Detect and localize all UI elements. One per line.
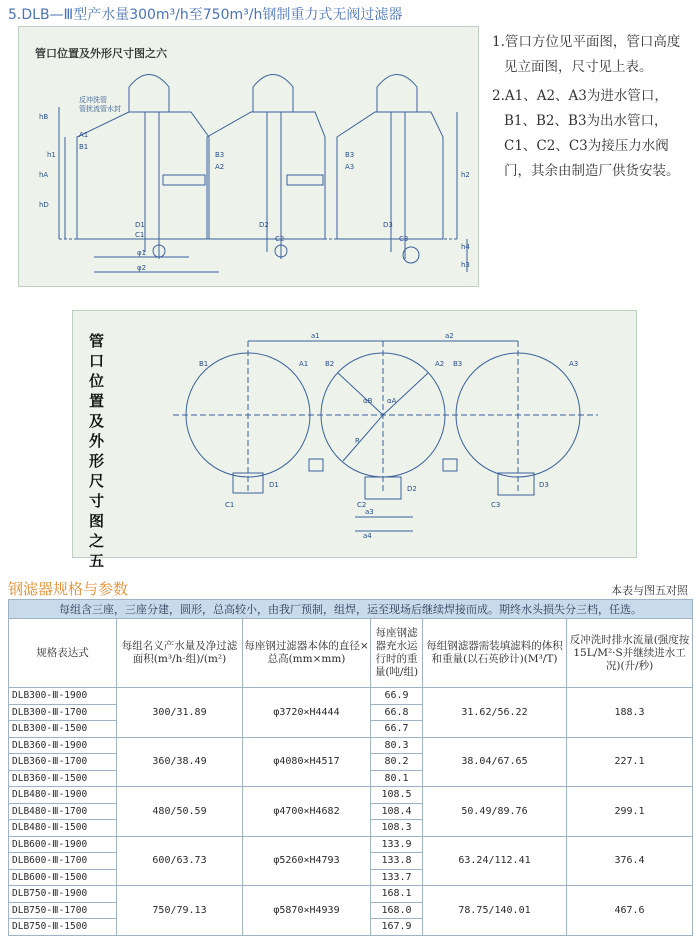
pipe-label: 反冲洗管 bbox=[79, 96, 107, 104]
plan-label: B2 bbox=[325, 360, 335, 368]
dim-label: h2 bbox=[461, 171, 470, 179]
table-caption: 每组含三座，三座分建，圆形，总高较小，由我厂预制，组焊，运至现场后继续焊接而成。期终水头损失分三档，任选。 bbox=[9, 600, 693, 619]
model-cell: DLB480-Ⅲ-1500 bbox=[9, 820, 117, 837]
size-cell: φ4080×H4517 bbox=[243, 737, 371, 787]
size-cell: φ4700×H4682 bbox=[243, 787, 371, 837]
column-header: 规格表达式 bbox=[9, 619, 117, 688]
weight-cell: 80.1 bbox=[371, 770, 423, 787]
model-cell: DLB480-Ⅲ-1700 bbox=[9, 803, 117, 820]
plan-label: αA bbox=[387, 397, 397, 405]
pipe-label: B3 bbox=[215, 151, 225, 159]
column-header: 每座钢过滤器本体的直径×总高(mm×mm) bbox=[243, 619, 371, 688]
plan-label: C1 bbox=[225, 501, 235, 509]
plan-drawing-panel bbox=[72, 310, 637, 570]
plan-label: A3 bbox=[569, 360, 579, 368]
pipe-label: D3 bbox=[383, 221, 393, 229]
spec-table bbox=[8, 599, 693, 936]
pipe-label: A1 bbox=[79, 131, 89, 139]
weight-cell: 133.7 bbox=[371, 869, 423, 886]
capacity-cell: 600/63.73 bbox=[117, 836, 243, 886]
figure-six-title: 管口位置及外形尺寸图之六 bbox=[35, 47, 167, 60]
plan-label: R bbox=[355, 437, 360, 445]
pipe-label: A2 bbox=[215, 163, 225, 171]
size-cell: φ5260×H4793 bbox=[243, 836, 371, 886]
plan-label: B1 bbox=[199, 360, 209, 368]
notes bbox=[492, 30, 692, 188]
weight-cell: 66.9 bbox=[371, 688, 423, 705]
model-cell: DLB600-Ⅲ-1700 bbox=[9, 853, 117, 870]
pipe-label: A3 bbox=[345, 163, 355, 171]
tank-2-siphon bbox=[253, 75, 293, 113]
spec-table-wrap bbox=[8, 599, 692, 936]
pipe-label: D2 bbox=[259, 221, 269, 229]
model-cell: DLB750-Ⅲ-1900 bbox=[9, 886, 117, 903]
model-cell: DLB480-Ⅲ-1900 bbox=[9, 787, 117, 804]
plan-label: a2 bbox=[445, 332, 454, 340]
note-item: 2.A1、A2、A3为进水管口，B1、B2、B3为出水管口，C1、C2、C3为接压力水阀门，其余由制造厂供货安装。 bbox=[492, 88, 680, 179]
dim-label: φ1 bbox=[137, 249, 147, 257]
elevation-drawing-panel bbox=[18, 26, 479, 287]
column-header: 反冲洗时排水流量(强度按15L/M²·S并继续进水工况)(升/秒) bbox=[567, 619, 693, 688]
dim-label: hD bbox=[39, 201, 49, 209]
pipe-label: B3 bbox=[345, 151, 355, 159]
pipe-label: B1 bbox=[79, 143, 89, 151]
flow-cell: 376.4 bbox=[567, 836, 693, 886]
model-cell: DLB750-Ⅲ-1700 bbox=[9, 902, 117, 919]
plan-label: a1 bbox=[311, 332, 320, 340]
section-title: 钢滤器规格与参数 bbox=[8, 580, 129, 598]
capacity-cell: 750/79.13 bbox=[117, 886, 243, 936]
pipe-label: D1 bbox=[135, 221, 145, 229]
tank-1-siphon bbox=[129, 75, 169, 113]
weight-cell: 108.4 bbox=[371, 803, 423, 820]
column-header: 每座钢滤器充水运行时的重量(吨/组) bbox=[371, 619, 423, 688]
table-row bbox=[9, 886, 693, 903]
table-row bbox=[9, 688, 693, 705]
capacity-cell: 300/31.89 bbox=[117, 688, 243, 738]
model-cell: DLB300-Ⅲ-1500 bbox=[9, 721, 117, 738]
pipe-label: C1 bbox=[135, 231, 145, 239]
plan-label: B3 bbox=[453, 360, 463, 368]
model-cell: DLB600-Ⅲ-1900 bbox=[9, 836, 117, 853]
model-cell: DLB360-Ⅲ-1900 bbox=[9, 737, 117, 754]
plan-label: C2 bbox=[357, 501, 367, 509]
note-item: 1.管口方位见平面图，管口高度见立面图，尺寸见上表。 bbox=[492, 34, 681, 75]
weight-cell: 133.8 bbox=[371, 853, 423, 870]
flow-cell: 467.6 bbox=[567, 886, 693, 936]
figure-five-title: 管口位置及外形尺寸图之五 bbox=[89, 332, 105, 570]
media-cell: 78.75/140.01 bbox=[423, 886, 567, 936]
model-cell: DLB360-Ⅲ-1700 bbox=[9, 754, 117, 771]
pipe-label: C3 bbox=[399, 235, 409, 243]
elevation-drawing bbox=[19, 27, 478, 286]
tank-1-header bbox=[163, 175, 205, 185]
plan-label: C3 bbox=[491, 501, 501, 509]
capacity-cell: 360/38.49 bbox=[117, 737, 243, 787]
plan-label: a4 bbox=[363, 532, 372, 540]
dim-label: hB bbox=[39, 113, 49, 121]
weight-cell: 66.7 bbox=[371, 721, 423, 738]
weight-cell: 168.1 bbox=[371, 886, 423, 903]
weight-cell: 80.2 bbox=[371, 754, 423, 771]
media-cell: 31.62/56.22 bbox=[423, 688, 567, 738]
weight-cell: 66.8 bbox=[371, 704, 423, 721]
plan-label: D3 bbox=[539, 481, 549, 489]
dim-label: φ2 bbox=[137, 264, 147, 272]
plan-label: a3 bbox=[365, 508, 374, 516]
model-cell: DLB750-Ⅲ-1500 bbox=[9, 919, 117, 936]
weight-cell: 168.0 bbox=[371, 902, 423, 919]
dim-label: h1 bbox=[47, 151, 56, 159]
model-cell: DLB600-Ⅲ-1500 bbox=[9, 869, 117, 886]
column-header: 每组钢滤器需装填滤料的体积和重量(以石英砂计)(M³/T) bbox=[423, 619, 567, 688]
capacity-cell: 480/50.59 bbox=[117, 787, 243, 837]
dim-label: hA bbox=[39, 171, 49, 179]
column-header: 每组名义产水量及净过滤面积(m³/h·组)/(m²) bbox=[117, 619, 243, 688]
media-cell: 38.04/67.65 bbox=[423, 737, 567, 787]
flow-cell: 227.1 bbox=[567, 737, 693, 787]
plan-label: A1 bbox=[299, 360, 309, 368]
table-row bbox=[9, 737, 693, 754]
plan-label: A2 bbox=[435, 360, 445, 368]
page-title: 5.DLB—Ⅲ型产水量300m³/h至750m³/h钢制重力式无阀过滤器 bbox=[8, 7, 403, 23]
tank-3-shell bbox=[337, 112, 443, 239]
reference-note: 本表与图五对照 bbox=[611, 584, 688, 597]
flow-cell: 188.3 bbox=[567, 688, 693, 738]
weight-cell: 108.5 bbox=[371, 787, 423, 804]
model-cell: DLB360-Ⅲ-1500 bbox=[9, 770, 117, 787]
plan-label: D1 bbox=[269, 481, 279, 489]
plan-label: D2 bbox=[407, 485, 417, 493]
weight-cell: 133.9 bbox=[371, 836, 423, 853]
table-row bbox=[9, 787, 693, 804]
size-cell: φ5870×H4939 bbox=[243, 886, 371, 936]
plan-drawing bbox=[73, 311, 636, 557]
flow-cell: 299.1 bbox=[567, 787, 693, 837]
dim-label: h3 bbox=[461, 261, 470, 269]
size-cell: φ3720×H4444 bbox=[243, 688, 371, 738]
table-row bbox=[9, 836, 693, 853]
plan-label: αB bbox=[363, 397, 373, 405]
weight-cell: 80.3 bbox=[371, 737, 423, 754]
weight-cell: 167.9 bbox=[371, 919, 423, 936]
media-cell: 63.24/112.41 bbox=[423, 836, 567, 886]
pipe-label: 管扰流管水封 bbox=[79, 105, 121, 113]
model-cell: DLB300-Ⅲ-1700 bbox=[9, 704, 117, 721]
weight-cell: 108.3 bbox=[371, 820, 423, 837]
model-cell: DLB300-Ⅲ-1900 bbox=[9, 688, 117, 705]
tank-3-siphon bbox=[377, 75, 417, 113]
dim-label: h4 bbox=[461, 243, 470, 251]
media-cell: 50.49/89.76 bbox=[423, 787, 567, 837]
pipe-label: C2 bbox=[275, 235, 285, 243]
